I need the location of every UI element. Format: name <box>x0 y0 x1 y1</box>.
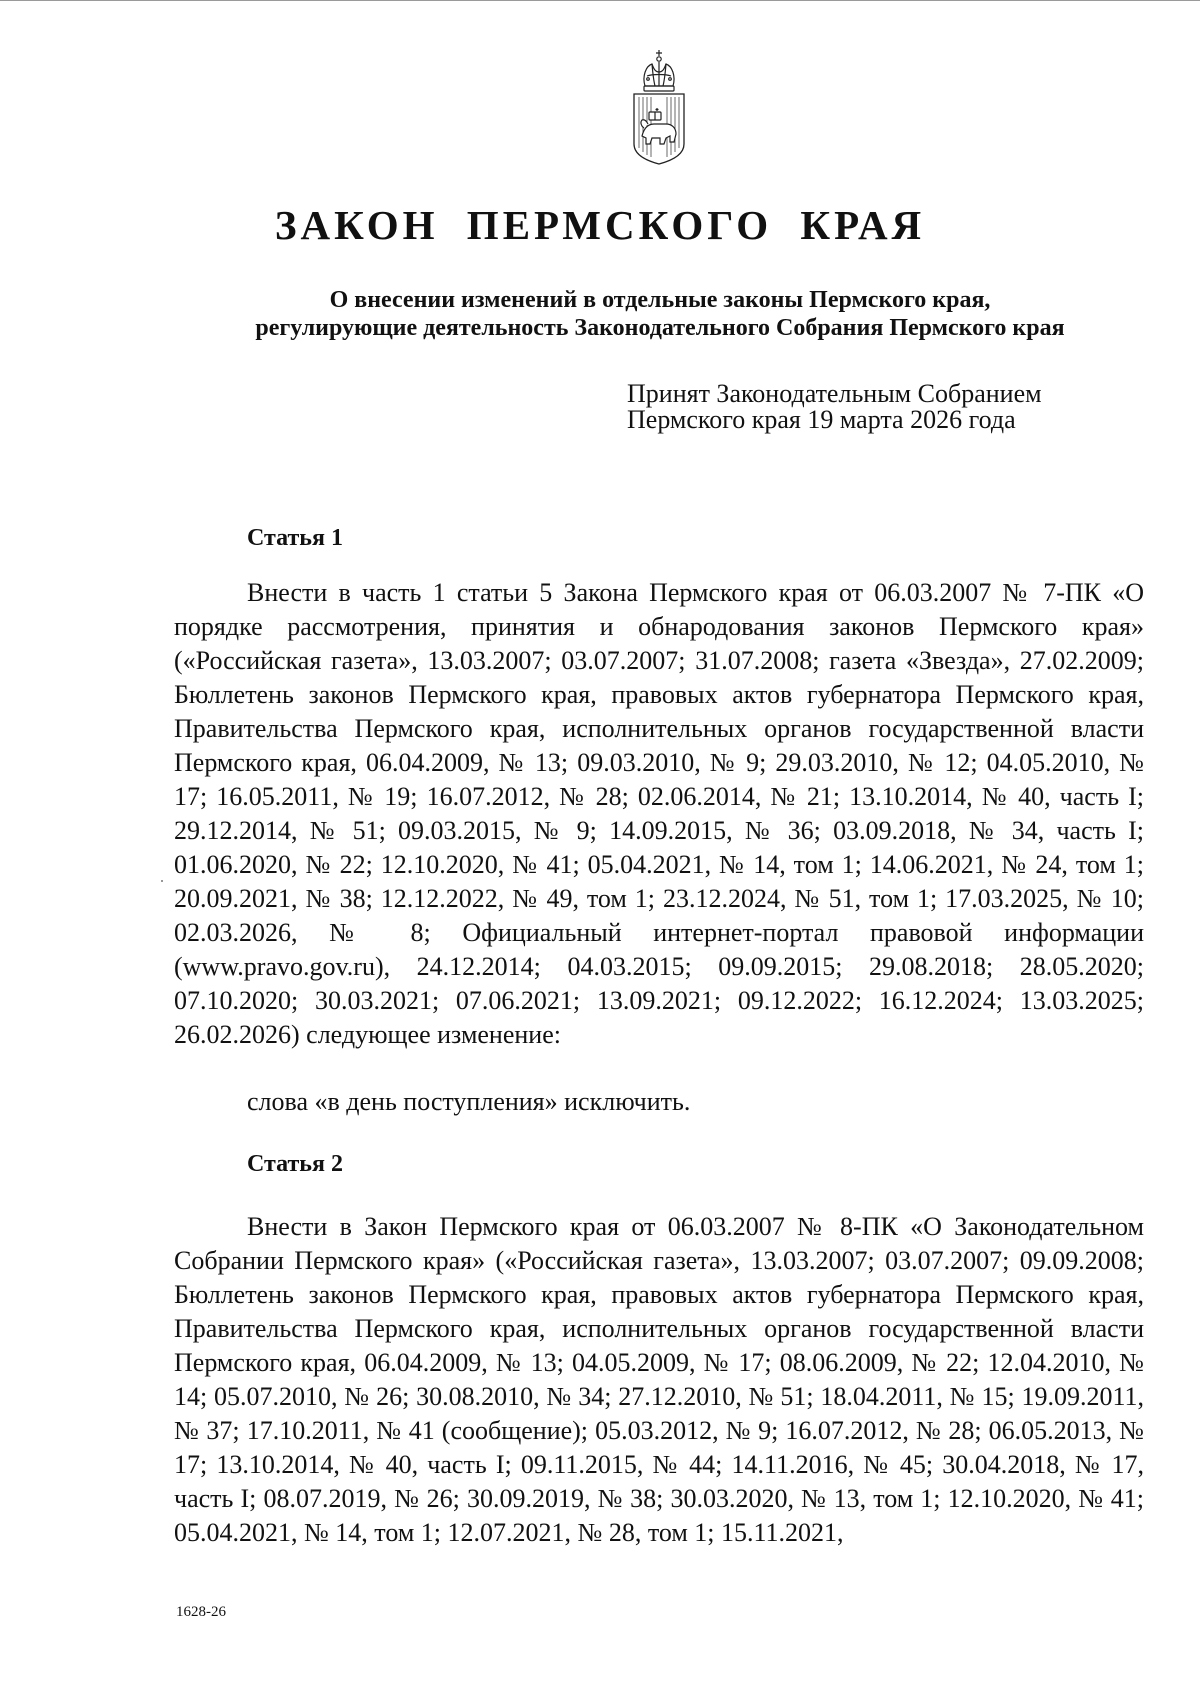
adoption-note <box>627 381 1147 433</box>
law-subtitle-line-2: регулирующие деятельность Законодательного Собрания Пермского края <box>255 315 1065 341</box>
article-2-paragraph: Внести в Закон Пермского края от 06.03.2007 № 8-ПК «О Законодательном Собрании Пермского края» («Российская газета», 13.03.2007; 03.07.2007; 09.09.2008; Бюллетень законов Пермского края, правовых актов губернатора Пермского края, Правительства Пермского края, исполнительных органов государственной власти Пермского края, 06.04.2009, № 13; 04.05.2009, № 17; 08.06.2009, № 22; 12.04.2010, № 14; 05.07.2010, № 26; 30.08.2010, № 34; 27.12.2010, № 51; 18.04.2011, № 15; 19.09.2011, № 37; 17.10.2011, № 41 (сообщение); 05.03.2012, № 9; 16.07.2012, № 28; 06.05.2013, № 17; 13.10.2014, № 40, часть I; 09.11.2015, № 44; 14.11.2016, № 45; 30.04.2018, № 17, часть I; 08.07.2019, № 26; 30.09.2019, № 38; 30.03.2020, № 13, том 1; 12.10.2020, № 41; 05.04.2021, № 14, том 1; 12.07.2021, № 28, том 1; 15.11.2021, <box>174 1212 1144 1547</box>
adoption-note-line-2: Пермского края 19 марта 2026 года <box>627 405 1016 434</box>
article-1-body <box>174 576 1144 1052</box>
law-title: ЗАКОН ПЕРМСКОГО КРАЯ <box>274 202 926 248</box>
article-1-clause: слова «в день поступления» исключить. <box>247 1087 691 1116</box>
article-2-body <box>174 1210 1144 1550</box>
article-1-paragraph: Внести в часть 1 статьи 5 Закона Пермского края от 06.03.2007 № 7-ПК «О порядке рассмотрения, принятия и обнародования законов Пермского края» («Российская газета», 13.03.2007; 03.07.2007; 31.07.2008; газета «Звезда», 27.02.2009; Бюллетень законов Пермского края, правовых актов губернатора Пермского края, Правительства Пермского края, исполнительных органов государственной власти Пермского края, 06.04.2009, № 13; 09.03.2010, № 9; 29.03.2010, № 12; 04.05.2010, № 17; 16.05.2011, № 19; 16.07.2012, № 28; 02.06.2014, № 21; 13.10.2014, № 40, часть I; 29.12.2014, № 51; 09.03.2015, № 9; 14.09.2015, № 36; 03.09.2018, № 34, часть I; 01.06.2020, № 22; 12.10.2020, № 41; 05.04.2021, № 14, том 1; 14.06.2021, № 24, том 1; 20.09.2021, № 38; 12.12.2022, № 49, том 1; 23.12.2024, № 51, том 1; 17.03.2025, № 10; 02.03.2026, № 8; Официальный интернет-портал правовой информации (www.pravo.gov.ru), 24.12.2014; 04.03.2015; 09.09.2015; 29.08.2018; 28.05.2020; 07.10.2020; 30.03.2021; 07.06.2021; 13.09.2021; 09.12.2022; 16.12.2024; 13.03.2025; 26.02.2026) следующее изменение: <box>174 578 1144 1049</box>
law-subtitle <box>160 286 1160 342</box>
scan-top-edge <box>0 0 1200 1</box>
article-2-heading: Статья 2 <box>247 1151 343 1177</box>
scan-speck <box>161 880 163 882</box>
perm-krai-coat-of-arms-icon <box>628 48 690 166</box>
article-1-heading: Статья 1 <box>247 525 343 551</box>
adoption-note-line-1: Принят Законодательным Собранием <box>627 379 1042 408</box>
law-subtitle-line-1: О внесении изменений в отдельные законы Пермского края, <box>329 287 991 313</box>
document-code: 1628-26 <box>176 1604 226 1620</box>
